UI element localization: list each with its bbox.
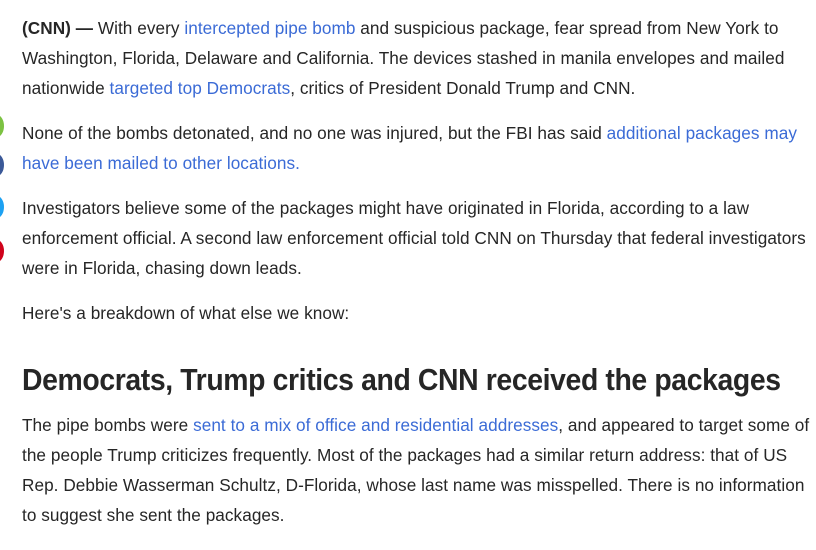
link-sent-to-addresses[interactable]: sent to a mix of office and residential addresses [193, 415, 559, 435]
paragraph-text: With every [93, 18, 185, 38]
link-targeted-top-democrats[interactable]: targeted top Democrats [109, 78, 291, 98]
share-dot-icon[interactable] [0, 196, 4, 218]
paragraph-text: and suspicious package, fear spread from New York to Washington, Florida, Delaware and California. The devices stashed in manila envelopes and mailed nationwide [22, 18, 785, 98]
paragraph-text: Investigators believe some of the packages might have originated in Florida, according to a law enforcement official. A second law enforcement official told CNN on Thursday that federal investigators were in Florida, chasing down leads. [22, 198, 806, 278]
article-body [22, 13, 812, 530]
paragraph-text: None of the bombs detonated, and no one was injured, but the FBI has said [22, 123, 607, 143]
link-intercepted-pipe-bomb[interactable]: intercepted pipe bomb [184, 18, 356, 38]
paragraph-pipe-bombs [22, 410, 812, 530]
paragraph-text: Here's a breakdown of what else we know: [22, 303, 350, 323]
section-spacer [22, 328, 812, 360]
section-heading: Democrats, Trump critics and CNN received the packages [22, 363, 781, 397]
paragraph-fbi [22, 118, 812, 178]
share-dot-icon[interactable] [0, 115, 4, 137]
paragraph-breakdown [22, 298, 812, 328]
paragraph-text: , critics of President Donald Trump and CNN. [290, 78, 636, 98]
link-additional-packages[interactable]: additional packages may have been mailed to other locations. [22, 123, 797, 173]
paragraph-intro [22, 13, 812, 103]
share-dot-icon[interactable] [0, 154, 4, 176]
paragraph-text: , and appeared to target some of the people Trump criticizes frequently. Most of the packages had a similar return address: that of US Rep. Debbie Wasserman Schultz, D-Florida, whose last name was misspelled. There is no information to suggest she sent the packages. [22, 415, 810, 525]
paragraph-investigators [22, 193, 812, 283]
paragraph-text: The pipe bombs were [22, 415, 194, 435]
share-rail [0, 0, 6, 300]
dateline: (CNN) — [22, 18, 93, 38]
share-dot-icon[interactable] [0, 240, 4, 262]
